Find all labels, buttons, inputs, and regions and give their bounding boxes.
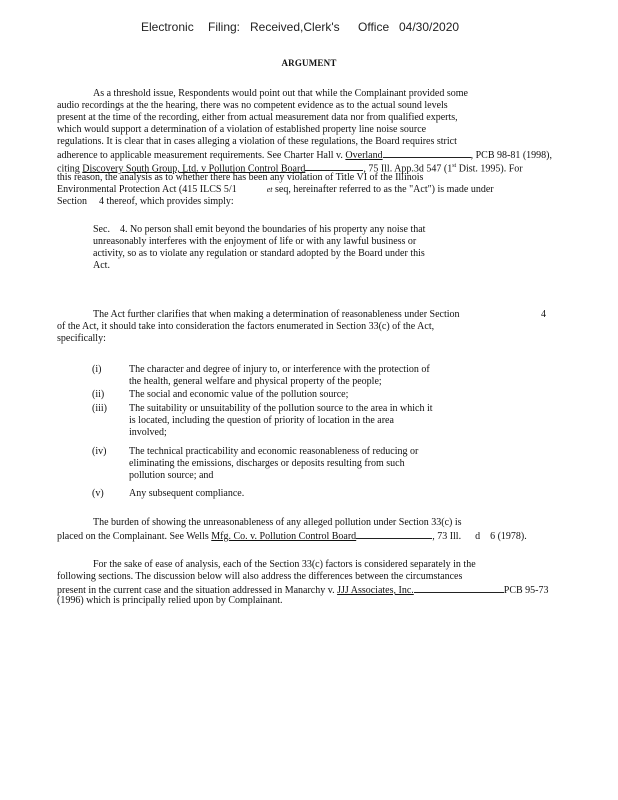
text-line: of the Act, it should take into consideration the factors enumerated in Section 33(c) of the Act, <box>57 321 435 332</box>
text-line <box>57 529 527 543</box>
text-fragment: d <box>475 531 481 542</box>
text-fragment: Sec. <box>93 224 110 235</box>
list-item-number: (v) <box>92 488 104 499</box>
text-line: audio recordings at the the hearing, there was no competent evidence as to the actual sound levels <box>57 100 448 111</box>
text-fragment: , 73 Ill. <box>432 531 462 542</box>
text-line: activity, so as to violate any regulation or standard adopted by the Board under this <box>93 248 425 259</box>
text-fragment: 4 thereof, which provides simply: <box>99 196 234 207</box>
text-line <box>93 224 425 236</box>
list-item-line: involved; <box>129 427 167 438</box>
text-fragment: 4. No person shall emit beyond the boundaries of his property any noise that <box>119 224 426 235</box>
text-fragment: et <box>266 185 273 194</box>
header-electronic: Electronic <box>141 20 194 34</box>
text-fragment: present in the current case and the situation addressed in Manarchy v. <box>57 585 338 596</box>
text-fragment: , 75 Ill. App.3d 547 (1 <box>363 163 453 175</box>
list-item-line: The social and economic value of the pollution source; <box>129 389 349 400</box>
text-line: which would support a determination of a violation of established property line noise source <box>57 124 427 135</box>
underline-rule <box>383 148 471 158</box>
list-item-line: Any subsequent compliance. <box>129 488 245 499</box>
case-citation: Discovery South Group, Ltd. v Pollution Control Board <box>82 163 306 175</box>
list-item-line: eliminating the emissions, discharges or deposits resulting from such <box>129 458 405 469</box>
text-fragment: placed on the Complainant. See Wells <box>57 531 212 542</box>
text-line: (1996) which is principally relied upon by Complainant. <box>57 595 283 606</box>
list-item-line: the health, general welfare and physical property of the people; <box>129 376 382 387</box>
text-fragment: Dist. 1995). For <box>456 163 523 175</box>
text-fragment: , PCB 98-81 (1998), <box>470 150 553 161</box>
text-line: regulations. It is clear that in cases alleging a violation of these regulations, the Board requires strict <box>57 136 457 147</box>
text-line: unreasonably interferes with the enjoyment of life or with any lawful business or <box>93 236 417 247</box>
list-item-line: The suitability or unsuitability of the pollution source to the area in which it <box>129 403 433 414</box>
text-line: The burden of showing the unreasonableness of any alleged pollution under Section 33(c) is <box>93 517 462 528</box>
text-line: Act. <box>93 260 110 271</box>
case-citation: JJJ Associates, Inc. <box>337 585 414 596</box>
superscript: st <box>452 163 457 169</box>
underline-rule <box>305 161 363 171</box>
text-line: following sections. The discussion below will also address the differences between the circumstances <box>57 571 463 582</box>
text-fragment: Section <box>57 196 87 207</box>
case-citation: Mfg. Co. v. Pollution Control Board <box>211 531 357 542</box>
text-fragment: PCB 95-73 <box>503 585 549 596</box>
text-line: As a threshold issue, Respondents would point out that while the Complainant provided some <box>93 88 468 99</box>
text-line: The Act further clarifies that when making a determination of reasonableness under Section <box>93 309 460 320</box>
text-fragment: seq, hereinafter referred to as the "Act") is made under <box>272 184 494 195</box>
text-fragment: adherence to applicable measurement requirements. See Charter Hall v. <box>57 150 346 161</box>
text-fragment: Environmental Protection Act (415 ILCS 5/1 <box>57 184 237 195</box>
list-item-line: The character and degree of injury to, or interference with the protection of <box>129 364 430 375</box>
text-line: present at the time of the recording, either from actual measurement data nor from qualified experts, <box>57 112 458 123</box>
underline-rule <box>356 529 432 539</box>
page-number: 4 <box>541 309 546 320</box>
header-received: Received,Clerk's <box>250 20 340 34</box>
section-title: ARGUMENT <box>281 58 337 68</box>
text-line <box>57 184 494 196</box>
list-item-number: (ii) <box>92 389 105 400</box>
header-office: Office <box>358 20 390 34</box>
list-item-number: (iii) <box>92 403 107 414</box>
header-filing: Filing: <box>208 20 241 34</box>
text-fragment: 6 (1978). <box>490 531 527 542</box>
case-citation: Overland <box>345 150 383 161</box>
list-item-line: pollution source; and <box>129 470 214 481</box>
text-line <box>57 196 234 208</box>
text-line: specifically: <box>57 333 106 344</box>
text-fragment: citing <box>57 163 83 175</box>
list-item-line: is located, including the question of priority of location in the area <box>129 415 394 426</box>
list-item-number: (i) <box>92 364 102 375</box>
header-date: 04/30/2020 <box>399 20 460 34</box>
list-item-number: (iv) <box>92 446 107 457</box>
text-line: this reason, the analysis as to whether there has been any violation of Title VI of the Illinois <box>57 172 424 183</box>
underline-rule <box>414 583 504 593</box>
text-line: For the sake of ease of analysis, each of the Section 33(c) factors is considered separately in the <box>93 559 476 570</box>
list-item-line: The technical practicability and economic reasonableness of reducing or <box>129 446 419 457</box>
